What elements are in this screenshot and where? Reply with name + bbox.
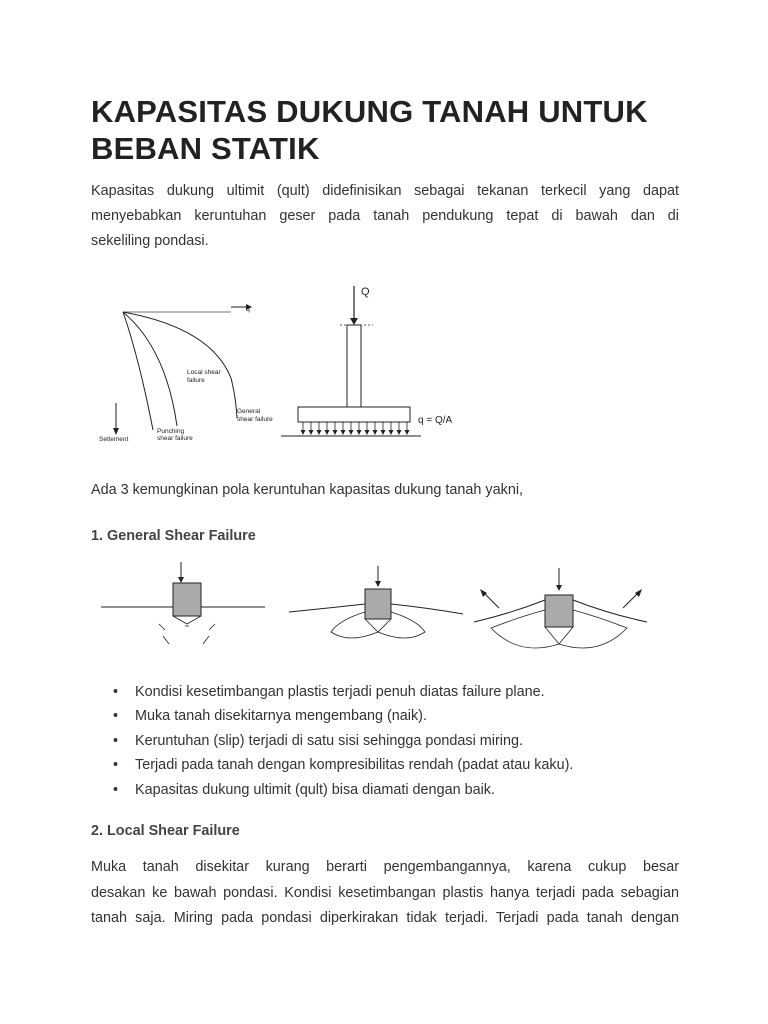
load-settlement-figure (91, 278, 491, 448)
pressure-label: q = Q/A (418, 415, 453, 426)
general-shear-label-1: General (237, 408, 261, 415)
pressure-arrowhead (301, 430, 306, 435)
section2-line-3: tanah saja. Miring pada pondasi diperkirakan tidak terjadi. Terjadi pada tanah dengan (91, 910, 679, 927)
punching-label-1: Punching (157, 428, 185, 435)
load-arrowhead (350, 318, 358, 325)
section2-paragraph (91, 855, 679, 932)
sketch-initial (101, 562, 265, 644)
pressure-arrowhead (317, 430, 322, 435)
patterns-intro: Ada 3 kemungkinan pola keruntuhan kapasitas dukung tanah yakni, (91, 482, 524, 498)
settlement-arrowhead (113, 428, 119, 435)
pressure-arrowhead (381, 430, 386, 435)
bullet-item: • Kapasitas dukung ultimit (qult) bisa diamati dengan baik. (135, 778, 573, 802)
page-title (91, 93, 679, 167)
sketch-failure (474, 568, 647, 648)
sketch1-slip-mark (209, 624, 215, 630)
sketch1-footing (173, 583, 201, 616)
local-shear-curve (123, 312, 177, 426)
sketch2-arrowhead (375, 581, 381, 587)
page-title-line-1: KAPASITAS DUKUNG TANAH UNTUK (91, 94, 648, 129)
punching-label-2: shear failure (157, 435, 193, 442)
bullet-item: • Muka tanah disekitarnya mengembang (naik). (135, 704, 573, 728)
sketch2-footing (365, 589, 391, 619)
pressure-arrowhead (341, 430, 346, 435)
intro-line-3: sekeliling pondasi. (91, 233, 209, 250)
pressure-arrows (301, 422, 410, 435)
pressure-arrowhead (333, 430, 338, 435)
section2-line-2: desakan ke bawah pondasi. Kondisi kesetimbangan plastis hanya terjadi pada sebagian (91, 884, 679, 901)
settlement-label: Setlement (99, 436, 129, 443)
pressure-arrowhead (405, 430, 410, 435)
sketch3-heave-arrowhead-left (480, 589, 487, 597)
section1-heading: 1. General Shear Failure (91, 528, 256, 544)
punching-curve (123, 312, 153, 430)
sketch1-slip-mark (163, 636, 169, 644)
pressure-arrowhead (397, 430, 402, 435)
footing-column (347, 325, 361, 407)
section2-heading: 2. Local Shear Failure (91, 823, 240, 839)
pressure-arrowhead (365, 430, 370, 435)
bullet-item: • Kondisi kesetimbangan plastis terjadi penuh diatas failure plane. (135, 680, 573, 704)
q-axis-label: q (246, 306, 250, 313)
sketch-developing (289, 566, 463, 638)
sketch1-arrowhead (178, 577, 184, 583)
sketch1-slip-mark (159, 624, 165, 630)
local-shear-label-2: failure (187, 377, 205, 384)
general-shear-curve (123, 312, 237, 418)
pressure-arrowhead (325, 430, 330, 435)
sketch3-footing (545, 595, 573, 627)
footing-base (298, 407, 410, 422)
sketch3-arrowhead (556, 585, 562, 591)
sketch3-heave-arrowhead-right (635, 589, 642, 597)
page-title-line-2: BEBAN STATIK (91, 131, 320, 166)
intro-paragraph (91, 179, 679, 255)
section1-bullet-list (91, 680, 573, 802)
general-shear-figure (99, 562, 669, 662)
sketch3-wedge (545, 627, 573, 644)
sketch1-slip-mark (203, 636, 209, 644)
pressure-arrowhead (357, 430, 362, 435)
pressure-arrowhead (373, 430, 378, 435)
pressure-arrowhead (389, 430, 394, 435)
load-label: Q (361, 286, 370, 298)
pressure-arrowhead (349, 430, 354, 435)
section2-line-1: Muka tanah disekitar kurang berarti pengembangannya, karena cukup besar (91, 859, 679, 875)
pressure-arrowhead (309, 430, 314, 435)
intro-line-1: Kapasitas dukung ultimit (qult) didefinisikan sebagai tekanan terkecil yang dapat (91, 183, 679, 199)
general-shear-label-2: shear failure (237, 416, 273, 423)
sketch1-wedge (173, 616, 201, 624)
intro-line-2: menyebabkan keruntuhan geser pada tanah pendukung tepat di bawah dan di (91, 208, 679, 225)
bullet-item: • Keruntuhan (slip) terjadi di satu sisi sehingga pondasi miring. (135, 729, 573, 753)
bullet-item: • Terjadi pada tanah dengan kompresibilitas rendah (padat atau kaku). (135, 753, 573, 777)
local-shear-label-1: Local shear (187, 369, 221, 376)
sketch2-wedge (365, 619, 391, 632)
